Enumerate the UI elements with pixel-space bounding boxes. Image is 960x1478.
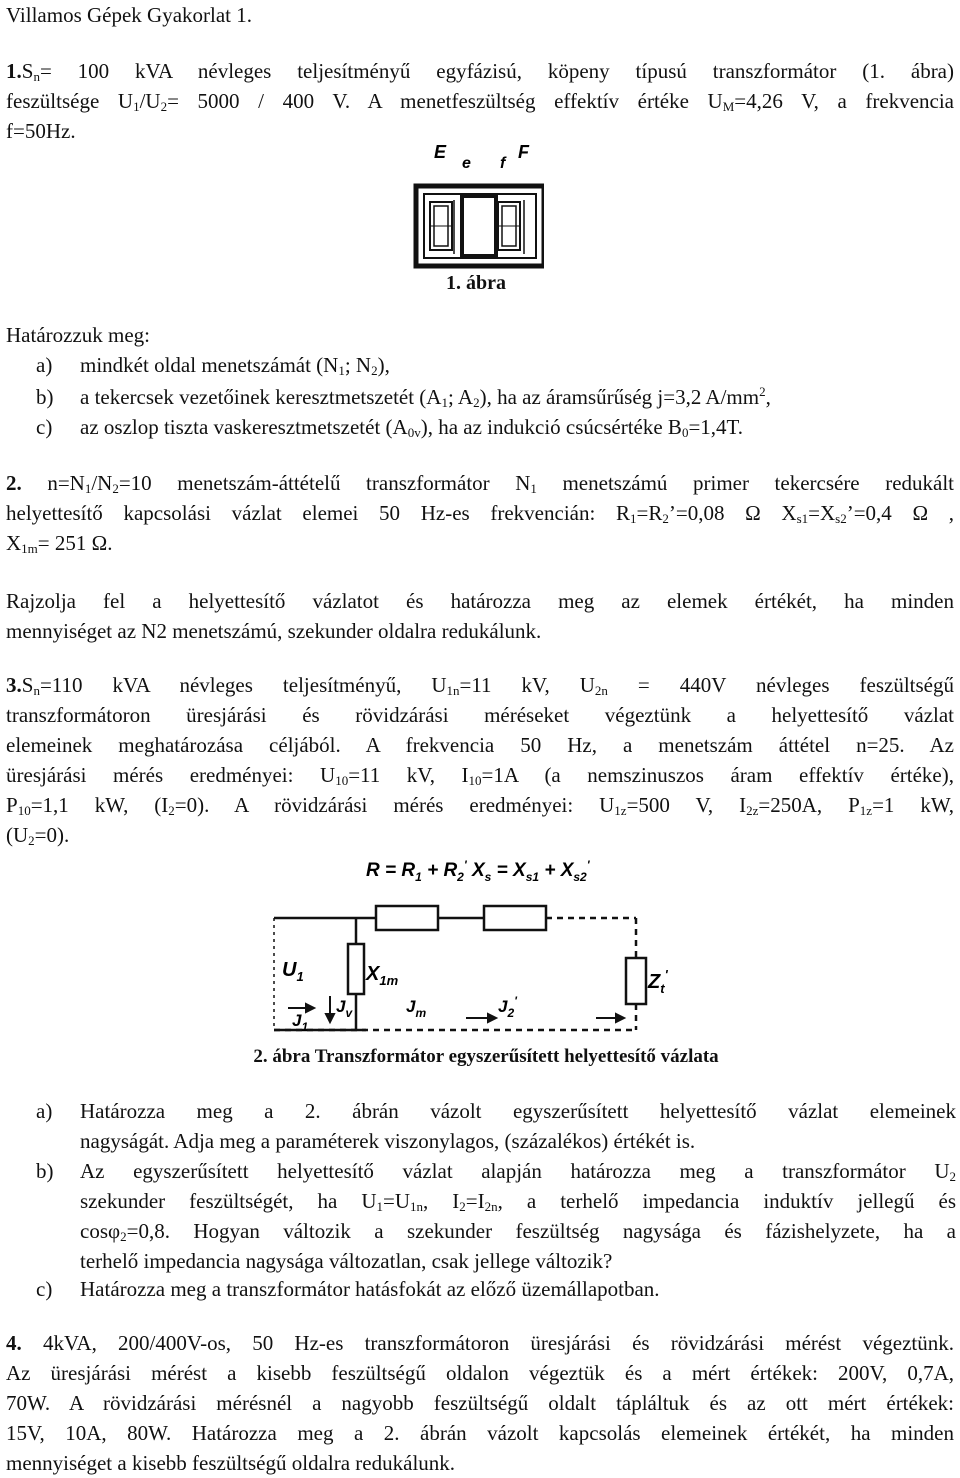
figure-2-formula: $R = R_1 + R_2'$ $X_s = X_{s1} + X_{s2}'$ — [366, 858, 590, 884]
problem-4-line-2: Az üresjárási mérést a kisebb feszültségű oldalon végeztük és a mért értékek: 200V, 0,7A, — [6, 1361, 954, 1385]
page-title: Villamos Gépek Gyakorlat 1. — [6, 3, 253, 27]
task-1-intro: Határozzuk meg: — [6, 323, 151, 347]
figure-2-label-J2: $J_2'$ — [498, 994, 518, 1020]
figure-2-label-U1: $U_1$ — [282, 959, 304, 984]
figure-2-label-Jv: $J_v$ — [336, 997, 353, 1020]
problem-1-line-3: f=50Hz. — [6, 119, 76, 143]
figure-2-equivalent-circuit — [266, 848, 736, 1038]
load-impedance-Z2 — [626, 958, 646, 1004]
problem-3-line-3: elemeinek meghatározása céljából. A frekvencia 50 Hz, a menetszám áttétel n=25. Az — [6, 733, 954, 757]
resistor-R — [376, 906, 438, 930]
problem-4-line-4: 15V, 10A, 80W. Határozza meg a 2. ábrán vázolt kapcsolás elemeinek értékét, ha minden — [6, 1421, 954, 1445]
figure-2-caption: 2. ábra Transzformátor egyszerűsített helyettesítő vázlata — [253, 1046, 719, 1067]
problem-2-text — [6, 468, 954, 558]
reactance-Xs — [484, 906, 546, 930]
problem-4-line-5: mennyiséget a kisebb feszültségű oldalra redukálunk. — [6, 1451, 456, 1475]
magnetizing-reactance-X1m — [348, 944, 364, 994]
problem-3-line-1: $3.S_n=110$ kVA névleges teljesítményű, $U_{1n}=11$ kV, $U_{2n} = 440V$ névleges feszültségű — [6, 673, 954, 698]
figure-1-label-E: E — [434, 142, 447, 162]
figure-2-label-J1: $J_1$ — [292, 1011, 309, 1034]
problem-4-line-3: 70W. A rövidzárási mérésnél a nagyobb feszültségű oldalt tápláltuk és az ott mért értékek: — [6, 1391, 954, 1415]
problem-4-line-1: 4. 4kVA, 200/400V-os, 50 Hz-es transzformátoron üresjárási és rövidzárási mérést végeztünk. — [6, 1331, 954, 1355]
problem-1-text — [6, 56, 954, 146]
problem-3-line-2: transzformátoron üresjárási és rövidzárási méréseket végeztünk a helyettesítő vázlat — [6, 703, 954, 727]
problem-2-line-1: 2. $n=N_1/N_2=10$ menetszám-áttételű transzformátor $N_1$ menetszámú primer tekercsére redukált — [6, 471, 954, 496]
figure-1-label-f: f — [500, 155, 506, 172]
figure-2-label-X1m: $X_{1m}$ — [366, 963, 399, 988]
problem-1-line-1: $1.S_n= 100$ kVA névleges teljesítményű egyfázisú, köpeny típusú transzformátor (1. ábra) — [6, 59, 954, 84]
problem-3-line-5: $P_{10}=1,1$ kW, $(I_2=0)$. A rövidzárási mérés eredményei: $U_{1z}=500$ V, $I_{2z}=250A$, $P_{1z}=1$ kW, — [6, 793, 954, 818]
figure-1-label-e: e — [462, 155, 471, 172]
problem-3-text — [6, 670, 954, 850]
problem-1-line-2: feszültsége $U_1/U_2= 5000 / 400$ V. A menetfeszültség effektív értéke $U_M=4,26$ V, a frekvencia — [6, 89, 954, 114]
problem-3-line-4: üresjárási mérés eredményei: $U_{10}=11$ kV, $I_{10}=1A$ (a nemszinuszos áram effektív értéke), — [6, 763, 954, 788]
figure-2-label-Z2: $Z_t'$ — [648, 967, 668, 996]
figure-1-label-F: F — [518, 142, 529, 162]
problem-2-instruction: Rajzolja fel a helyettesítő vázlatot és határozza meg az elemek értékét, ha minden mennyiséget az N2 menetszámú, szekunder oldalra redukálunk. — [6, 589, 954, 643]
problem-3-line-6: $(U_2=0)$. — [6, 823, 70, 848]
problem-2-line-3: $X_{1m}= 251$ Ω. — [6, 531, 113, 556]
figure-2-label-Jm: $J_m$ — [406, 997, 427, 1020]
problem-2-line-2: helyettesítő kapcsolási vázlat elemei 50 Hz-es frekvencián: $R_1=R_2’=0,08$ Ω $X_{s1}=X_{s2}’=0,4$ Ω , — [6, 501, 954, 526]
figure-1-caption: 1. ábra — [446, 272, 506, 294]
problem-4-text — [6, 1328, 954, 1478]
figure-1-shell-transformer — [404, 140, 544, 270]
